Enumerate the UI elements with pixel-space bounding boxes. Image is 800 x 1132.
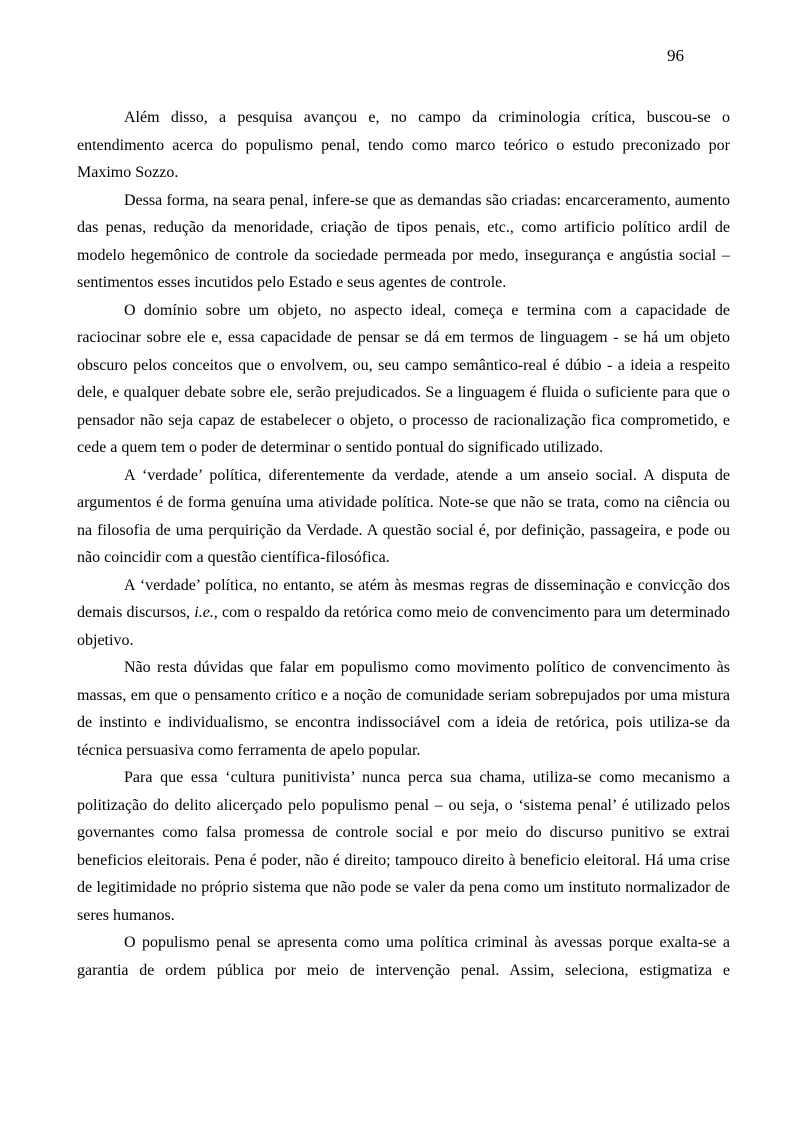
paragraph-6: Não resta dúvidas que falar em populismo como movimento político de convencimento às massas, em que o pensamento crítico e a noção de comunidade seriam sobrepujados por uma mistura de instinto e individualismo, se encontra indissociável com a ideia de retórica, pois utiliza-se da técnica persuasiva como ferramenta de apelo popular. [77,659,730,759]
paragraph-7: Para que essa ‘cultura punitivista’ nunca perca sua chama, utiliza-se como mecanismo a politização do delito alicerçado pelo populismo penal – ou seja, o ‘sistema penal’ é utilizado pelos governantes como falsa promessa de controle social e por meio do discurso punitivo se extrai beneficios eleitorais. Pena é poder, não é direito; tampouco direito à beneficio eleitoral. Há uma crise de legitimidade no próprio sistema que não pode se valer da pena como um instituto normalizador de seres humanos. [77,769,730,924]
paragraph-1: Além disso, a pesquisa avançou e, no campo da criminologia crítica, buscou-se o entendimento acerca do populismo penal, tendo como marco teórico o estudo preconizado por Maximo Sozzo. [77,109,730,181]
paragraph-4: A ‘verdade’ política, diferentemente da verdade, atende a um anseio social. A disputa de argumentos é de forma genuína uma atividade política. Note-se que não se trata, como na ciência ou na filosofia de uma perquirição da Verdade. A questão social é, por definição, passageira, e pode ou não coincidir com a questão científica-filosófica. [77,466,730,566]
page-number: 96 [667,46,684,65]
paragraph-2: Dessa forma, na seara penal, infere-se que as demandas são criadas: encarceramento, aumento das penas, redução da menoridade, criação de tipos penais, etc., como artificio político ardil de modelo hegemônico de controle da sociedade permeada por medo, insegurança e angústia social – sentimentos esses incutidos pelo Estado e seus agentes de controle. [77,191,730,291]
paragraph-8: O populismo penal se apresenta como uma política criminal às avessas porque exalta-se a garantia de ordem pública por meio de intervenção penal. Assim, seleciona, estigmatiza e [77,934,730,979]
paragraph-text: com o respaldo da retórica como meio de convencimento para um determinado objetivo. [77,604,731,649]
paragraph-text: A ‘verdade’ política, no entanto, se atém às mesmas regras de disseminação e convicção dos demais discursos, [77,576,730,621]
paragraph-5 [77,572,730,655]
italic-abbreviation: i.e., [194,604,218,621]
document-body [77,104,730,984]
paragraph-3: O domínio sobre um objeto, no aspecto ideal, começa e termina com a capacidade de raciocinar sobre ele e, essa capacidade de pensar se dá em termos de linguagem - se há um objeto obscuro pelos conceitos que o envolvem, ou, seu campo semântico-real é dúbio - a ideia a respeito dele, e qualquer debate sobre ele, serão prejudicados. Se a linguagem é fluida o suficiente para que o pensador não seja capaz de estabelecer o objeto, o processo de racionalização fica comprometido, e cede a quem tem o poder de determinar o sentido pontual do significado utilizado. [77,301,730,456]
